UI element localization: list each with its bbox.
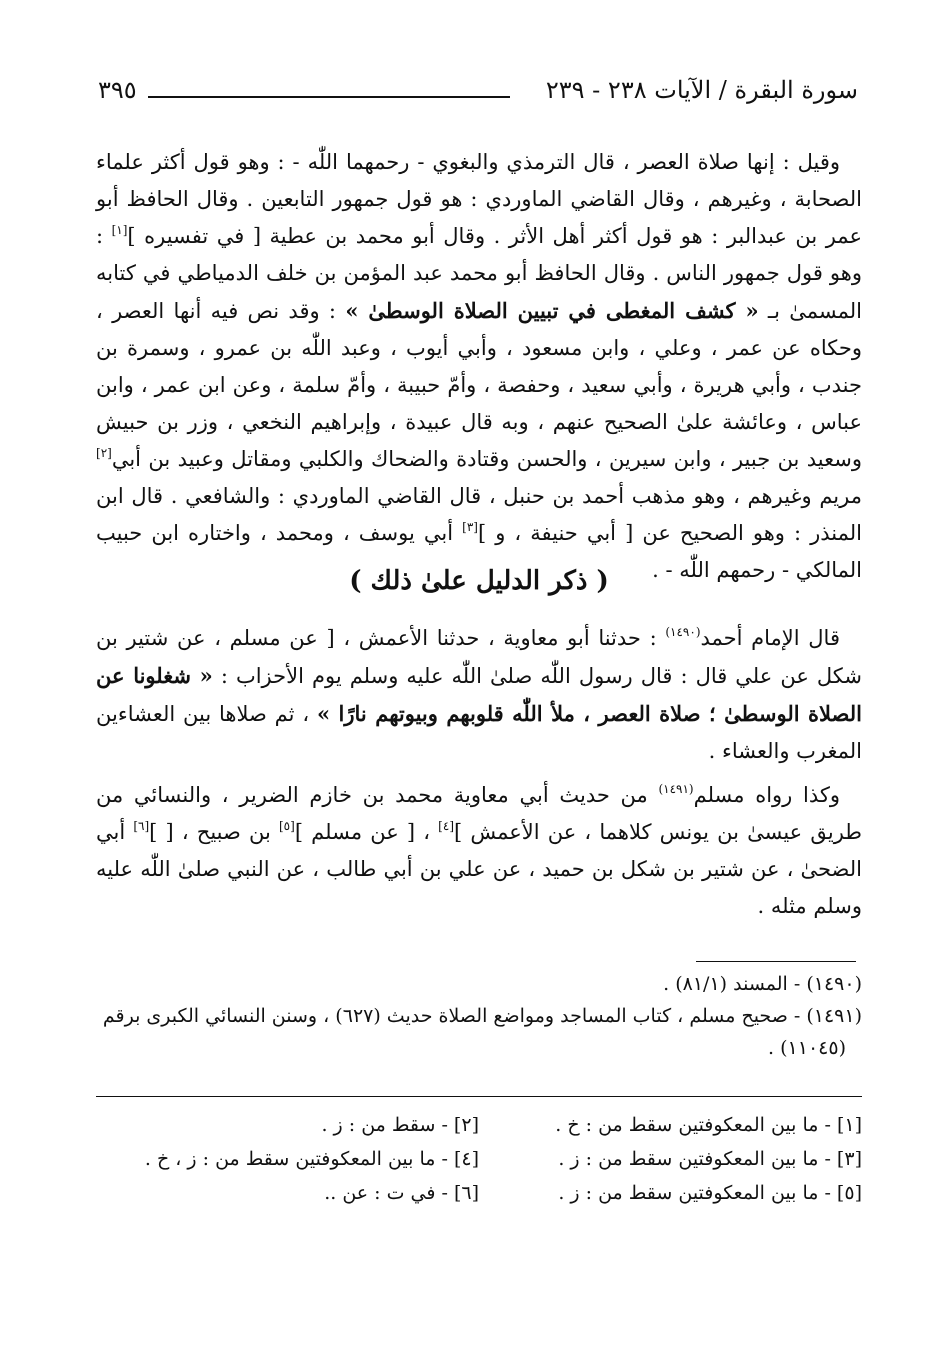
footnotes <box>96 968 862 1064</box>
footnote-separator <box>696 961 856 962</box>
variant-note-6: [٦] - في ت : عن .. <box>324 1182 479 1204</box>
paragraph-3-text: وكذا رواه مسلم <box>693 783 840 807</box>
hadith-quote: « شغلونا عن الصلاة الوسطىٰ ؛ صلاة العصر ، ملأ اللّٰه قلوبهم وبيوتهم نارًا » <box>96 663 862 726</box>
variant-note-2: [٢] - سقط من : ز . <box>321 1114 479 1136</box>
variant-marker-4: [٤] <box>438 819 454 833</box>
variant-note-4: [٤] - ما بين المعكوفتين سقط من : ز ، خ . <box>144 1148 479 1170</box>
variants-separator <box>96 1096 862 1097</box>
paragraph-3-text: ، [ عن مسلم ] <box>294 820 439 844</box>
paragraph-1-text: وقيل : إنها صلاة العصر ، قال الترمذي والبغوي - رحمهما اللّٰه - : وهو قول أكثر علماء الصحابة ، وغيرهم ، وقال القاضي الماوردي : هو قول جمهور التابعين . وقال الحافظ أبو عمر بن عبدالبر : هو قول أكثر أهل الأثر . وقال أبو محمد بن عطية [ في تفسيره ] <box>96 150 862 248</box>
footnote-ref-1491: (١٤٩١) <box>658 782 694 796</box>
paragraph-1-text: أبي يوسف ، ومحمد ، واختاره ابن حبيب المالكي - رحمهم اللّٰه - . <box>96 521 862 582</box>
footnote-1491: (١٤٩١) - صحيح مسلم ، كتاب المساجد ومواضع الصلاة حديث (٦٢٧) ، وسنن النسائي الكبرى برقم <box>102 1005 862 1027</box>
variant-note-3: [٣] - ما بين المعكوفتين سقط من : ز . <box>558 1148 862 1170</box>
paragraph-3-text: بن صبيح ، [ ] <box>149 820 279 844</box>
variant-marker-5: [٥] <box>278 819 295 833</box>
variant-marker-1: [١] <box>111 223 128 237</box>
variants-row <box>96 1176 862 1210</box>
running-header-title: سورة البقرة / الآيات ٢٣٨ - ٢٣٩ <box>545 76 858 104</box>
section-heading: ( ذكر الدليل علىٰ ذلك ) <box>349 566 609 596</box>
header-rule <box>148 96 510 98</box>
paragraph-1 <box>96 144 862 589</box>
variant-note-5: [٥] - ما بين المعكوفتين سقط من : ز . <box>558 1182 862 1204</box>
footnote-ref-1490: (١٤٩٠) <box>665 625 701 639</box>
page-number: ٣٩٥ <box>98 76 137 104</box>
paragraph-3 <box>96 777 862 925</box>
paragraph-3-text: أبي الضحىٰ ، عن شتير بن شكل بن حميد ، عن علي بن أبي طالب ، عن النبي صلىٰ اللّٰه عليه وسلم مثله . <box>96 820 862 918</box>
paragraph-1-text: مريم وغيرهم ، وهو مذهب أحمد بن حنبل ، قال القاضي الماوردي : والشافعي . قال ابن المنذر : وهو الصحيح عن [ أبي حنيفة ، و ] <box>96 484 862 545</box>
variants-row <box>96 1142 862 1176</box>
paragraph-2-text: : حدثنا أبو معاوية ، حدثنا الأعمش ، [ عن مسلم ، عن شتير بن شكل عن علي قال : قال رسول اللّٰه صلىٰ اللّٰه عليه وسلم يوم الأحزاب : <box>96 626 862 688</box>
paragraph-1-text: : وهو قول جمهور الناس . وقال الحافظ أبو محمد عبد المؤمن بن خلف الدمياطي في كتابه المسمىٰ بـ <box>96 224 862 323</box>
variant-note-1: [١] - ما بين المعكوفتين سقط من : خ . <box>555 1114 862 1136</box>
paragraph-1-text: : وقد نص فيه أنها العصر ، وحكاه عن عمر ، وعلي ، وابن مسعود ، وأبي أيوب ، وعبد اللّٰه بن عمرو ، وسمرة بن جندب ، وأبي هريرة ، وأبي سعيد ، وحفصة ، وأمّ حبيبة ، وأمّ سلمة ، وعن ابن عمر ، وابن عباس ، وعائشة علىٰ الصحيح عنهم ، وبه قال عبيدة ، وإبراهيم النخعي ، وزر بن حبيش وسعيد بن جبير ، وابن سيرين ، والحسن وقتادة والضحاك والكلبي ومقاتل وعبيد بن أبي <box>96 299 862 471</box>
footnote-1490: (١٤٩٠) - المسند (٨١/١) . <box>663 973 862 995</box>
variant-marker-3: [٣] <box>462 520 478 534</box>
variants-row <box>96 1108 862 1142</box>
footnote-1491-continuation: (١١٠٤٥) . <box>768 1037 846 1059</box>
textual-variants <box>96 1108 862 1210</box>
paragraph-2-text: ، ثم صلاها بين العشاءين المغرب والعشاء . <box>96 702 862 763</box>
paragraph-3-text: من حديث أبي معاوية محمد بن خازم الضرير ، والنسائي من طريق عيسىٰ بن يونس كلاهما ، عن الأعمش ] <box>96 783 862 844</box>
variant-marker-6: [٦] <box>133 819 150 833</box>
paragraph-2 <box>96 620 862 770</box>
variant-marker-2: [٢] <box>96 446 112 460</box>
paragraph-2-text: قال الإمام أحمد <box>700 626 840 650</box>
book-title-quote: « كشف المغطى في تبيين الصلاة الوسطىٰ » <box>345 298 759 323</box>
